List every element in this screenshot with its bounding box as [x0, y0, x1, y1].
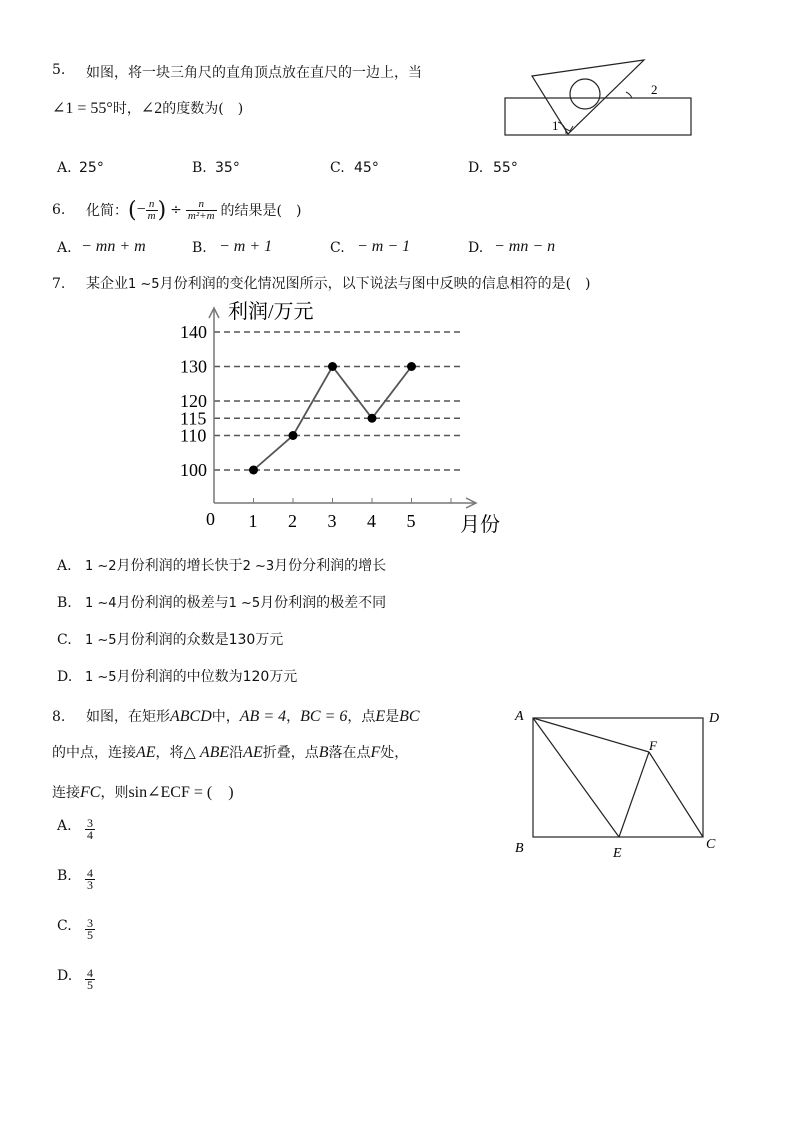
q5-angle2: ∠2: [140, 100, 163, 117]
q5-stem-end: 的度数为( ): [162, 101, 244, 117]
q5-opt-b-label: B.: [192, 160, 207, 176]
seg-ef: [619, 752, 649, 837]
q7-opt-c-unit: 万元: [255, 632, 284, 648]
q6-tail: 的结果是( ): [220, 203, 302, 219]
q8-option-c: [57, 918, 95, 968]
q5-figure: [500, 52, 700, 142]
q8-u2: FC: [80, 784, 101, 801]
q8-t11: 处，: [380, 745, 409, 761]
q8-t9: 落在点: [328, 745, 371, 761]
q8-opt-b-den: 3: [87, 878, 93, 892]
q8-s3: 中，: [211, 709, 240, 725]
q6-opt-a-value: − mn + m: [81, 238, 146, 255]
q8-u1: 连接: [52, 785, 80, 801]
q8-t10: F: [370, 744, 381, 761]
y-tick-label-110: 110: [180, 425, 207, 446]
q5-stem-mid: 时，: [112, 101, 141, 117]
q8-opt-c-frac: [85, 918, 95, 941]
q6-options: [57, 240, 677, 260]
q6-opt-b-value: − m + 1: [219, 238, 273, 255]
y-tick-label-100: 100: [180, 460, 207, 480]
q6-paren-open: (: [128, 197, 137, 223]
q7-opt-b-text2: 月份利润的极差不同: [260, 595, 387, 611]
y-tick-label-130: 130: [180, 356, 207, 377]
q8-opt-a-frac: [85, 818, 95, 841]
q8-s10: BC: [399, 708, 420, 725]
q7-option-c: [57, 629, 386, 666]
q6-frac1-den: m: [147, 209, 156, 222]
q7-stem: [52, 273, 591, 293]
q5-angle1-expr: ∠1 = 55°: [52, 100, 113, 117]
q8-opt-c-num: 3: [87, 916, 93, 930]
q8-s9: 是: [385, 709, 400, 725]
rect-abcd: [533, 718, 703, 837]
q8-number: 8.: [52, 709, 66, 725]
q5-stem-line2: [52, 98, 243, 118]
q8-t1: 的中点，连接: [52, 745, 136, 761]
q7-opt-d-label: D.: [57, 669, 73, 685]
q7-opt-a-text2: 月份分利润的增长: [274, 558, 387, 574]
data-point-4: [368, 414, 377, 423]
q8-opt-a-label: A.: [57, 818, 72, 834]
q8-option-d: [57, 968, 95, 1018]
angle1-label: 1: [552, 118, 559, 133]
q7-opt-b-range2: 1 ~5: [228, 596, 261, 611]
q7-opt-b-range1: 1 ~4: [85, 596, 117, 611]
x-tick-label-4: 4: [367, 511, 376, 531]
q7-opt-d-text1: 月份利润的中位数为: [116, 669, 243, 685]
q8-opt-b-label: B.: [57, 868, 72, 884]
seg-ae: [533, 718, 619, 837]
q5-opt-c-label: C.: [330, 160, 345, 176]
q8-stem-line2: [52, 742, 408, 762]
y-tick-label-115: 115: [180, 408, 207, 429]
q5-number: 5.: [52, 62, 66, 78]
q7-option-d: [57, 666, 386, 703]
q8-t7: 折叠，点: [262, 745, 319, 761]
q8-opt-d-num: 4: [87, 966, 93, 980]
q6-opt-d-label: D.: [468, 240, 484, 256]
q6-opt-a-label: A.: [57, 240, 72, 256]
q8-opt-c-label: C.: [57, 918, 72, 934]
y-axis-title: 利润/万元: [228, 301, 314, 323]
q8-opt-d-label: D.: [57, 968, 73, 984]
q5-opt-d-value: 55°: [493, 160, 518, 176]
angle2-label: 2: [651, 82, 658, 97]
q7-opt-d-value: 120: [242, 669, 270, 685]
q7-opt-b-text1: 月份利润的极差与: [116, 595, 229, 611]
q8-t6: AE: [243, 744, 263, 761]
q8-s7: ，点: [347, 709, 376, 725]
q5-opt-c-value: 45°: [354, 160, 379, 176]
y-tick-label-120: 120: [180, 391, 207, 411]
q5-stem-line1: 如图，将一块三角尺的直角顶点放在直尺的一边上，当: [86, 65, 422, 81]
q7-profit-chart: [170, 296, 515, 541]
q8-opt-d-frac: [85, 968, 95, 991]
q8-opt-b-num: 4: [87, 866, 93, 880]
q7-option-a: [57, 555, 386, 592]
label-e: E: [613, 846, 622, 861]
q7-opt-b-label: B.: [57, 595, 72, 611]
q7-opt-c-text1: 月份利润的众数是: [116, 632, 229, 648]
q7-opt-d-unit: 万元: [269, 669, 298, 685]
q8-t2: AE: [136, 744, 156, 761]
q8-s4: AB = 4: [239, 708, 287, 725]
q8-stem-line1: [52, 706, 420, 726]
q7-opt-a-label: A.: [57, 558, 72, 574]
q8-option-a: [57, 818, 95, 868]
q7-stem-a: 某企业: [86, 276, 128, 292]
label-c: C: [706, 837, 716, 852]
angle2-arc: [626, 92, 632, 98]
q8-t8: B: [318, 744, 329, 761]
q6-opt-c-label: C.: [330, 240, 345, 256]
q8-u4: sin∠ECF = ( ): [128, 784, 234, 801]
data-point-5: [407, 362, 416, 371]
q6-frac2-den: m²+m: [187, 209, 215, 222]
q6-number: 6.: [52, 202, 66, 218]
q8-s5: ，: [286, 709, 301, 725]
q7-opt-a-range1: 1 ~2: [85, 559, 117, 574]
q8-t5: 沿: [229, 745, 244, 761]
q8-option-b: [57, 868, 95, 918]
q7-opt-d-range1: 1 ~5: [85, 670, 117, 685]
data-point-2: [289, 431, 298, 440]
q8-stem-line3: [52, 779, 234, 802]
triangle-hole: [570, 79, 600, 109]
q5-options: [57, 160, 657, 180]
q6-div: ÷: [170, 202, 182, 218]
q8-opt-c-den: 5: [87, 928, 93, 942]
angle1-arc: [558, 122, 566, 134]
x-tick-label-1: 1: [248, 511, 258, 531]
seg-fc: [649, 752, 703, 837]
q8-u3: ，则: [100, 785, 129, 801]
q6-paren-close: ): [157, 197, 167, 223]
seg-af: [533, 718, 649, 752]
label-f: F: [649, 738, 657, 753]
label-d: D: [709, 711, 720, 726]
data-point-3: [328, 362, 337, 371]
q5-opt-d-label: D.: [468, 160, 484, 176]
q7-opt-a-text1: 月份利润的增长快于: [116, 558, 243, 574]
q8-s8: E: [375, 708, 386, 725]
x-tick-label-5: 5: [406, 511, 416, 531]
q8-opt-a-den: 4: [87, 828, 93, 842]
q6-opt-b-label: B.: [192, 240, 207, 256]
x-tick-label-3: 3: [327, 511, 337, 531]
q6-stem: [52, 193, 301, 227]
q8-t4: △ ABE: [183, 744, 230, 761]
q6-opt-d-value: − mn − n: [494, 238, 556, 255]
q7-option-b: [57, 592, 386, 629]
q7-opt-a-range2: 2 ~3: [242, 559, 275, 574]
q7-stem-b: 月份利润的变化情况图所示，以下说法与图中反映的信息相符的是( ): [159, 276, 591, 292]
q8-opt-b-frac: [85, 868, 95, 891]
y-tick-label-140: 140: [180, 322, 207, 342]
label-b: B: [515, 841, 524, 856]
q6-lead: 化简：: [86, 203, 128, 219]
q6-frac2: [186, 199, 217, 222]
origin-label: 0: [206, 509, 215, 529]
q5-opt-b-value: 35°: [215, 160, 240, 176]
q6-minus: −: [136, 201, 146, 218]
q7-stem-range: 1 ~5: [128, 277, 160, 292]
q6-frac1-num: n: [146, 199, 158, 211]
q5-opt-a-value: 25°: [79, 160, 104, 176]
q6-opt-c-value: − m − 1: [357, 238, 411, 255]
ruler: [505, 98, 691, 135]
q8-s1: 如图，在矩形: [86, 709, 170, 725]
q8-s6: BC = 6: [300, 708, 348, 725]
q8-s2: ABCD: [170, 708, 212, 725]
triangle-ruler: [532, 60, 644, 134]
x-tick-label-2: 2: [288, 511, 297, 531]
q7-options: [57, 555, 386, 703]
q7-number: 7.: [52, 276, 66, 292]
q8-options: [57, 818, 95, 1018]
q6-frac1: [146, 199, 158, 222]
q6-frac2-num: n: [186, 199, 217, 211]
q5-opt-a-label: A.: [57, 160, 72, 176]
label-a: A: [515, 709, 524, 724]
q8-t3: ，将: [155, 745, 184, 761]
q7-opt-c-value: 130: [228, 632, 256, 648]
q8-opt-d-den: 5: [87, 978, 93, 992]
q7-opt-c-label: C.: [57, 632, 72, 648]
q7-opt-c-range1: 1 ~5: [85, 633, 117, 648]
q8-opt-a-num: 3: [87, 816, 93, 830]
data-point-1: [249, 466, 258, 475]
x-axis-title: 月份: [460, 514, 500, 536]
q8-rectangle-figure: [505, 700, 735, 865]
